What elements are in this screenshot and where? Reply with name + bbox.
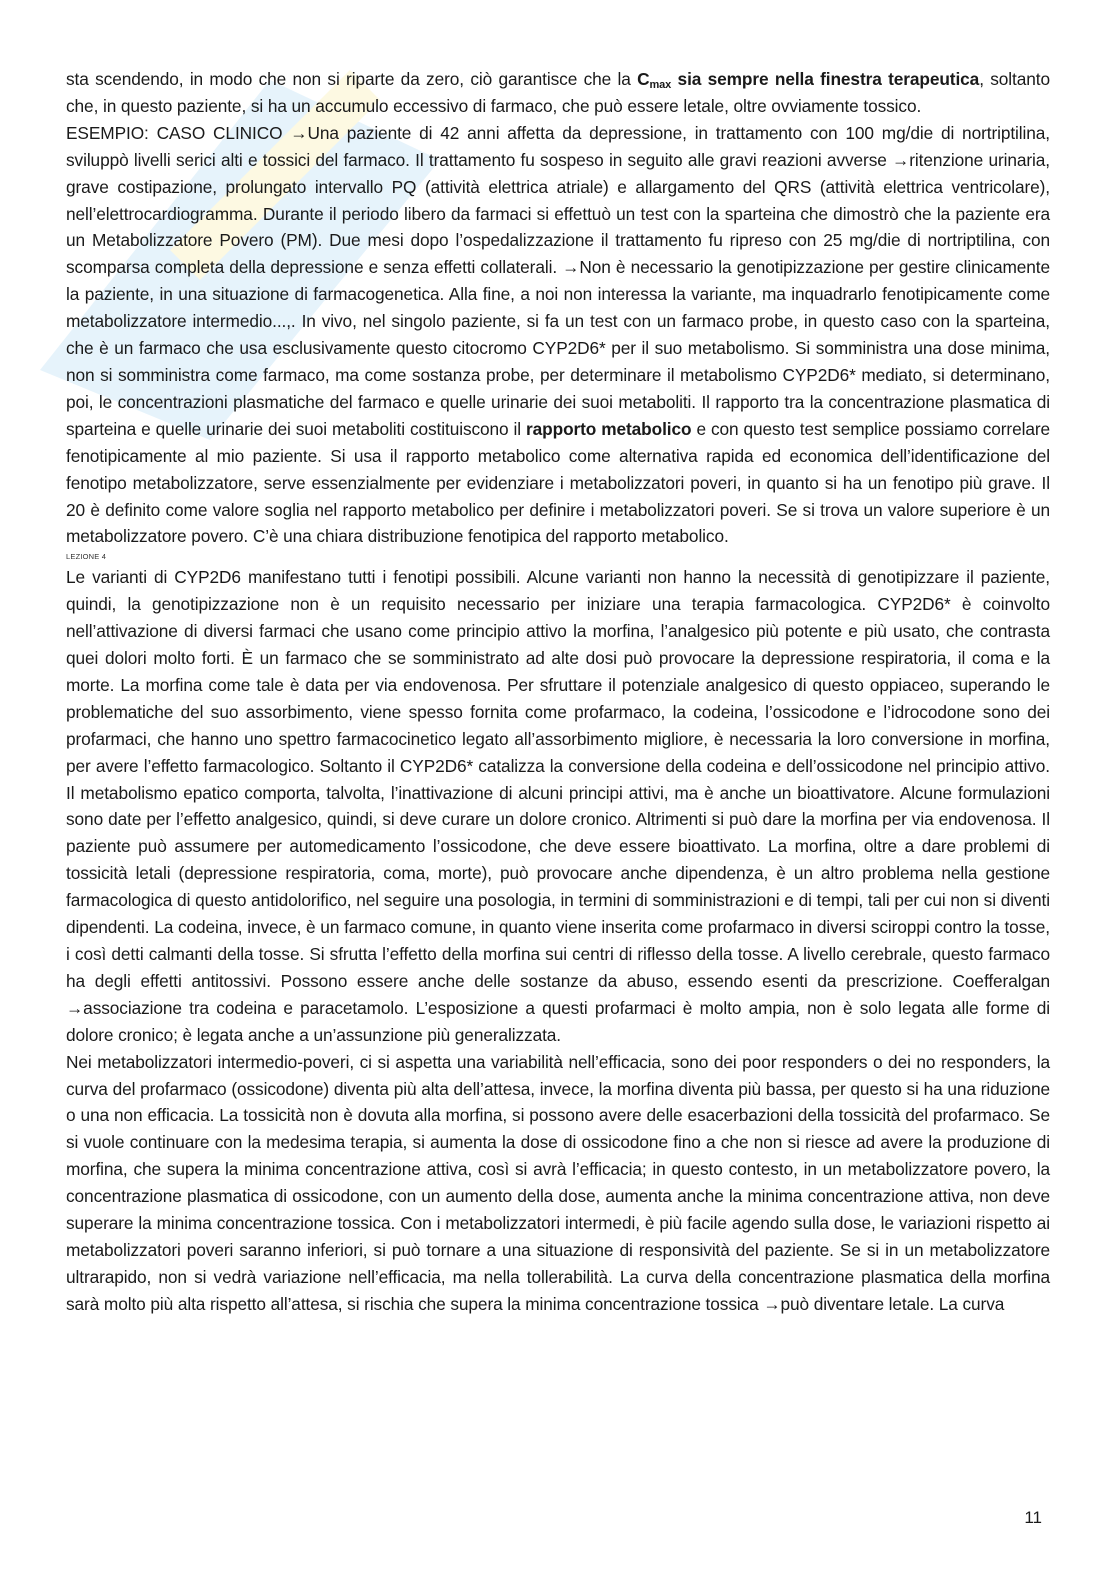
page-number: 11	[1024, 1508, 1042, 1527]
cyp2d6-variants-paragraph: Le varianti di CYP2D6 manifestano tutti i fenotipi possibili. Alcune varianti non hanno la necessità di genotipizzare il paziente, quindi, la genotipizzazione non è un requisito necessario per iniziare una terapia farmacologica. CYP2D6* è coinvolto nell’attivazione di diversi farmaci che usano come principio attivo la morfina, l’analgesico più potente e più usato, che contrasta quei dolori molto forti. È un farmaco che se somministrato ad alte dosi può provocare la depressione respiratoria, il coma e la morte. La morfina come tale è data per via endovenosa. Per sfruttare il potenziale analgesico di questo oppiaceo, superando le problematiche del suo assorbimento, viene spesso fornita come profarmaco, la codeina, l’ossicodone e l’idrocodone sono dei profarmaci, che hanno uno spettro farmacocinetico legato all’assorbimento migliore, è necessaria la loro conversione in morfina, per avere l’effetto farmacologico. Soltanto il CYP2D6* catalizza la conversione della codeina e dell’ossicodone nel principio attivo. Il metabolismo epatico comporta, talvolta, l’inattivazione di alcuni principi attivi, ma è anche un bioattivatore. Alcune formulazioni sono date per l’effetto analgesico, quindi, si deve curare un dolore cronico. Altrimenti si può dare la morfina per via endovenosa. Il paziente può assumere per automedicamento l’ossicodone, che deve essere bioattivato. La morfina, oltre a dare problemi di tossicità letali (depressione respiratoria, coma, morte), può provocare anche dipendenza, è un altro problema nella gestione farmacologica di questo antidolorifico, nel seguire una posologia, in termini di somministrazioni e di tempi, tali per cui non si diventi dipendenti. La codeina, invece, è un farmaco comune, in quanto viene inserita come profarmaco in diversi sciroppi contro la tosse, i così detti calmanti della tosse. Si sfrutta l’effetto della morfina sui centri di riflesso della tosse. A livello cerebrale, questo farmaco ha degli effetti antitossivi. Possono essere anche delle sostanze da abuso, essendo esenti da prescrizione. Coefferalgan →associazione tra codeina e paracetamolo. L’esposizione a questi profarmaci è molto ampia, non è solo legata alle forme di dolore cronico; è legata anche a un’assunzione più generalizzata.	[66, 567, 1050, 1045]
metabolizers-paragraph: Nei metabolizzatori intermedio-poveri, ci si aspetta una variabilità nell’efficacia, sono dei poor responders o dei no responders, la curva del profarmaco (ossicodone) diventa più alta dell’attesa, invece, la morfina diventa più bassa, per questo si ha una riduzione o una non efficacia. La tossicità non è dovuta alla morfina, si possono avere delle esacerbazioni della tossicità del profarmaco. Se si vuole continuare con la medesima terapia, si aumenta la dose di ossicodone fino a che non si riesce ad avere la produzione di morfina, che supera la minima concentrazione attiva, così si avrà l’efficacia; in questo contesto, in un metabolizzatore povero, la concentrazione plasmatica di ossicodone, con un aumento della dose, aumenta anche la minima concentrazione attiva, non deve superare la minima concentrazione tossica. Con i metabolizzatori intermedi, è più facile agendo sulla dose, le variazioni rispetto ai metabolizzatori poveri saranno inferiori, si può tornare a una situazione di responsività del paziente. Se si in un metabolizzatore ultrarapido, non si vedrà variazione nell’efficacia, ma nella tollerabilità. La curva della concentrazione plasmatica della morfina sarà molto più alta rispetto all’attesa, si rischia che supera la minima concentrazione tossica →può diventare letale. La curva	[66, 1051, 1050, 1314]
case-study-paragraph: ESEMPIO: CASO CLINICO →Una paziente di 42 anni affetta da depressione, in trattamento con 100 mg/die di nortriptilina, sviluppò livelli serici alti e tossici del farmaco. Il trattamento fu sospeso in seguito alle gravi reazioni avverse →ritenzione urinaria, grave costipazione, prolungato intervallo PQ (attività elettrica atriale) e allargamento del QRS (attività elettrica ventricolare), nell’elettrocardiogramma. Durante il periodo libero da farmaci si effettuò un test con la sparteina che dimostrò che la paziente era un Metabolizzatore Povero (PM). Due mesi dopo l’ospedalizzazione il trattamento fu ripreso con 25 mg/die di nortriptilina, con scomparsa completa della depressione e senza effetti collaterali. →Non è necessario la genotipizzazione per gestire clinicamente la paziente, in una situazione di farmacogenetica. Alla fine, a noi non interessa la variante, ma inquadrarlo fenotipicamente come metabolizzatore intermedio...,. In vivo, nel singolo paziente, si fa un test con un farmaco probe, in questo caso con la sparteina, che è un farmaco che usa esclusivamente questo citocromo CYP2D6* per il suo metabolismo. Si somministra una dose minima, non si somministra come farmaco, ma come sostanza probe, per determinare il metabolismo CYP2D6* mediato, si determinano, poi, le concentrazioni plasmatiche del farmaco e quelle urinarie dei suoi metaboliti. Il rapporto tra la concentrazione plasmatica di sparteina e quelle urinarie dei suoi metaboliti costituiscono il rapporto metabolico e con questo test semplice possiamo correlare fenotipicamente al mio paziente. Si usa il rapporto metabolico come alternativa rapida ed economica dell’identificazione del fenotipo metabolizzatore, serve essenzialmente per evidenziare i metabolizzatori poveri, in quanto si ha un fenotipo più grave. Il 20 è definito come valore soglia nel rapporto metabolico per definire i metabolizzatori poveri. Se si trova un valore superiore è un metabolizzatore povero. C’è una chiara distribuzione fenotipica del rapporto metabolico.	[66, 122, 1050, 547]
document-page	[66, 66, 1050, 1318]
intro-paragraph: sta scendendo, in modo che non si riparte da zero, ciò garantisce che la $C_{max}$ sia sempre nella finestra terapeutica, soltanto che, in questo paziente, si ha un accumulo eccessivo di farmaco, che può essere letale, oltre ovviamente tossico.	[66, 69, 1050, 116]
lesson-label: LEZIONE 4	[66, 552, 107, 562]
